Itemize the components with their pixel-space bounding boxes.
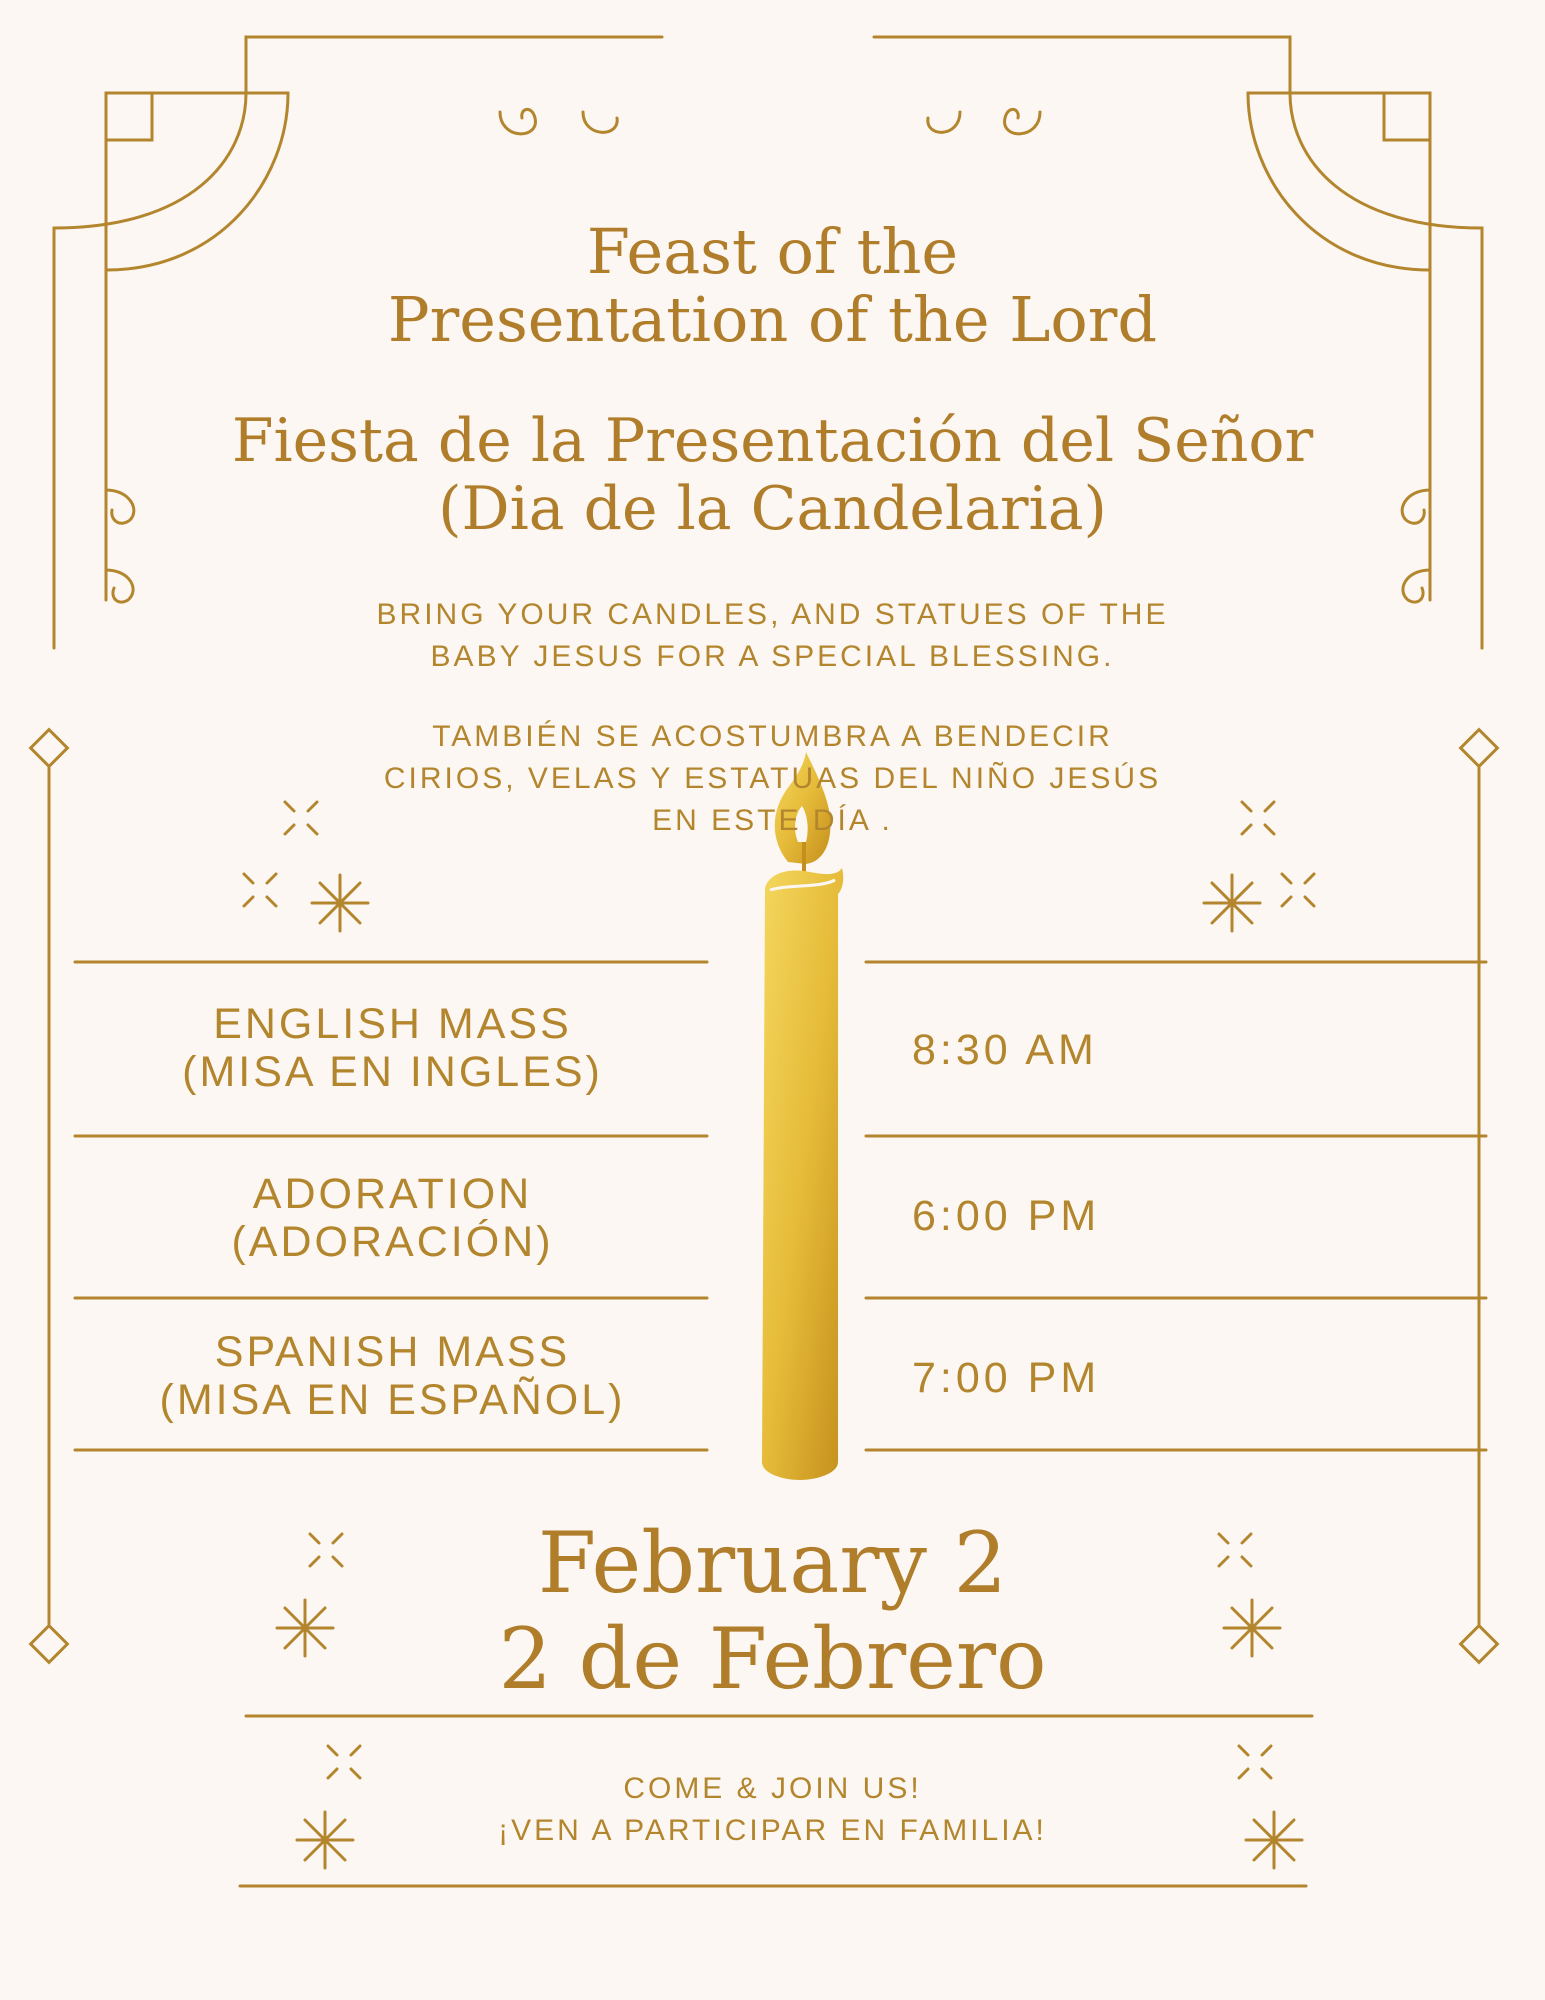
schedule-time-english-mass: 8:30 AM [912,1026,1098,1074]
schedule-label-line1: SPANISH MASS [214,1328,571,1376]
event-date [300,1515,1245,1707]
note-english-line2: BABY JESUS FOR A SPECIAL BLESSING. [430,640,1115,673]
blessing-note-english [300,594,1245,678]
note-spanish-line3: EN ESTE DÍA . [652,804,893,837]
title-english-line1: Feast of the [586,215,959,288]
footer-line1: COME & JOIN US! [623,1772,922,1805]
title-spanish-line1: Fiesta de la Presentación del Señor [231,406,1314,476]
schedule-label-line1: ENGLISH MASS [213,1000,572,1048]
invitation-footer [300,1768,1245,1852]
sparkle-icon [244,874,276,906]
title-english-line2: Presentation of the Lord [387,283,1158,356]
schedule-time-spanish-mass: 7:00 PM [912,1354,1101,1402]
date-english: February 2 [537,1514,1008,1612]
schedule-label-line2: (MISA EN ESPAÑOL) [159,1376,626,1424]
blessing-note-spanish [300,716,1245,842]
note-spanish-line2: CIRIOS, VELAS Y ESTATUAS DEL NIÑO JESÚS [383,762,1162,795]
schedule-time-adoration: 6:00 PM [912,1192,1101,1240]
title-english [100,215,1445,356]
schedule-label-line2: (ADORACIÓN) [231,1218,554,1266]
date-spanish: 2 de Febrero [498,1610,1047,1708]
sparkle-icon [1246,1812,1302,1868]
schedule-label-spanish-mass [75,1328,710,1424]
schedule-label-line1: ADORATION [252,1170,533,1218]
footer-line2: ¡VEN A PARTICIPAR EN FAMILIA! [498,1814,1047,1847]
schedule-label-english-mass [75,1000,710,1096]
title-spanish-line2: (Dia de la Candelaria) [438,474,1107,544]
sparkle-icon [1242,802,1274,834]
schedule-label-line2: (MISA EN INGLES) [182,1048,603,1096]
sparkle-icon [1204,875,1260,931]
title-spanish [100,407,1445,543]
note-english-line1: BRING YOUR CANDLES, AND STATUES OF THE [376,598,1169,631]
sparkle-icon [312,875,368,931]
schedule-label-adoration [75,1170,710,1266]
candle-icon [762,752,843,1480]
note-spanish-line1: TAMBIÉN SE ACOSTUMBRA A BENDECIR [432,720,1113,753]
sparkle-icon [1282,874,1314,906]
